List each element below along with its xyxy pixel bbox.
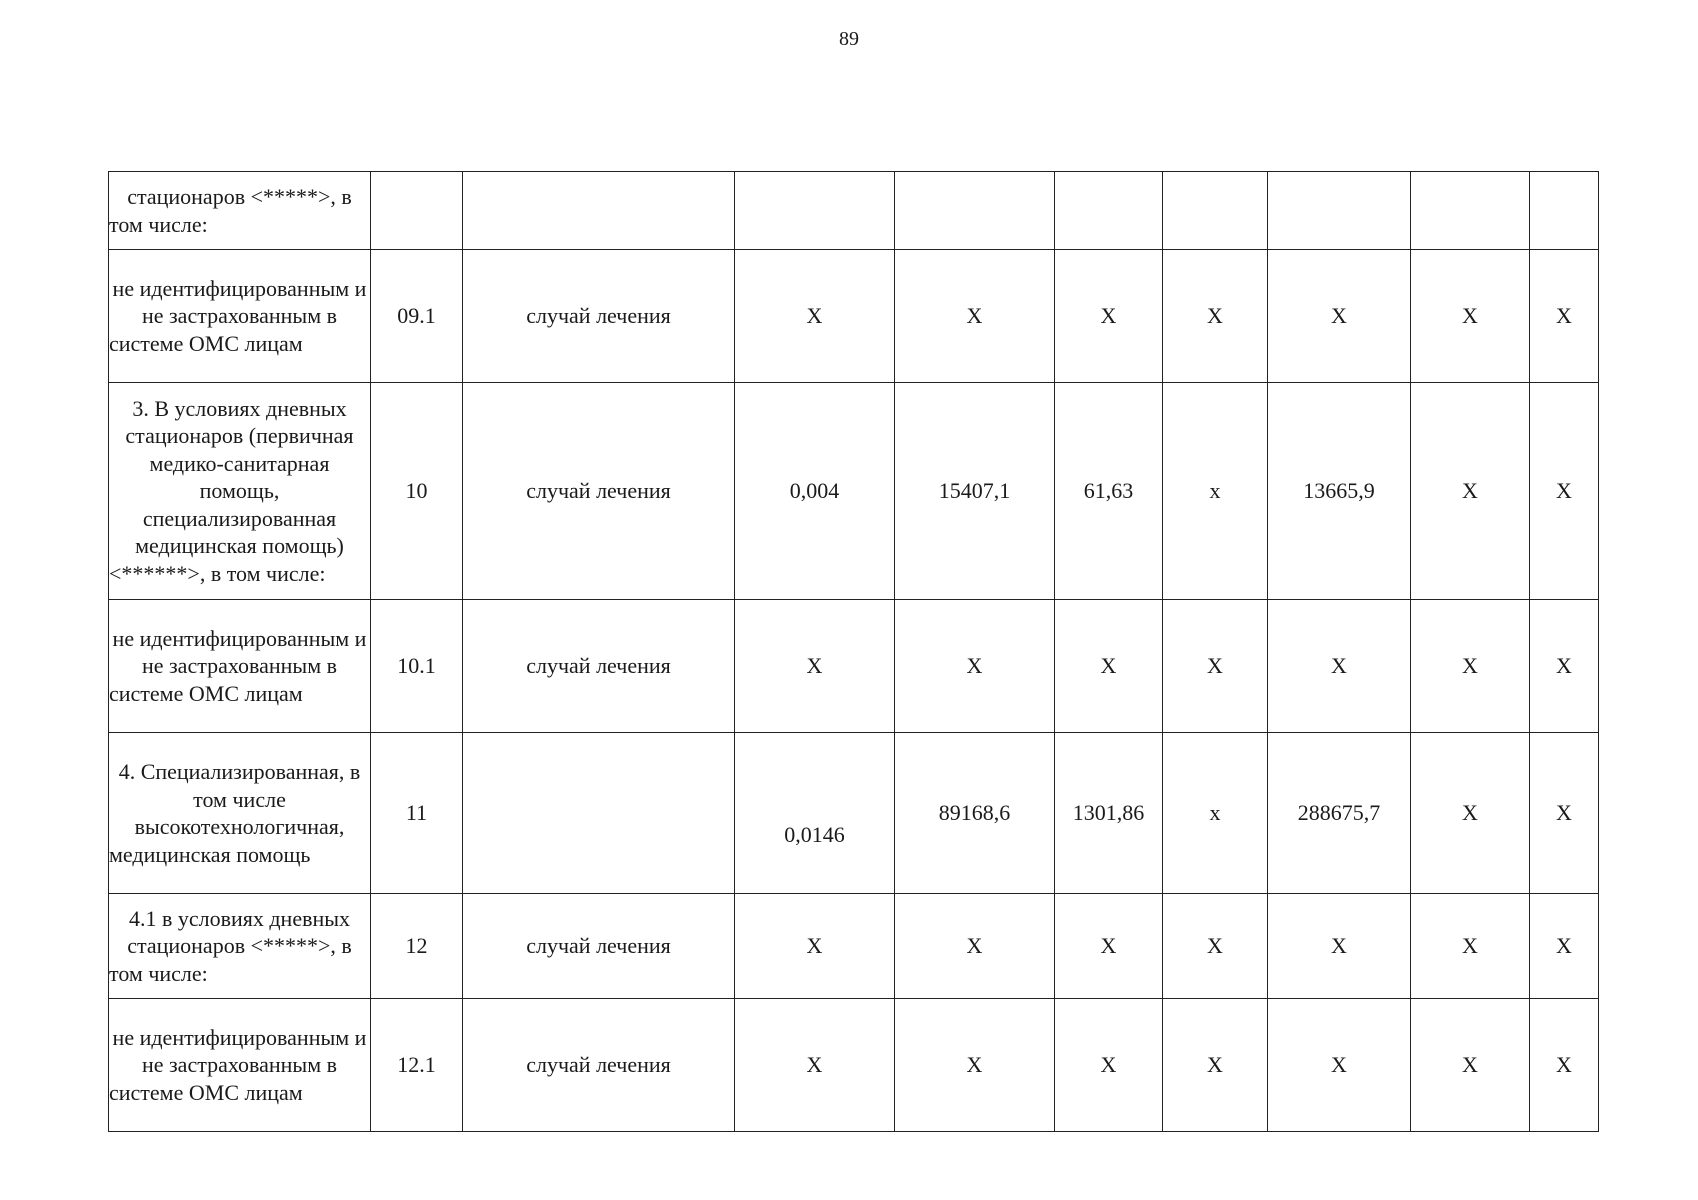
cell-value: X [1055,894,1163,999]
cell-value: 0,004 [735,383,895,600]
table-row [109,383,1599,600]
cell-value: 0,0146 [735,733,895,894]
data-table [108,171,1599,1132]
cell-value: X [1530,600,1599,733]
row-description: не идентифицированным и не застрахованным в системе ОМС лицам [109,999,371,1132]
table-row [109,894,1599,999]
row-number: 12.1 [371,999,463,1132]
cell-value: X [895,250,1055,383]
row-number: 09.1 [371,250,463,383]
cell-value: X [1411,733,1530,894]
cell-value: X [1268,999,1411,1132]
cell-value: X [735,250,895,383]
cell-value: X [1163,250,1268,383]
page-number: 89 [839,28,859,50]
cell-value: x [1163,383,1268,600]
row-description: не идентифицированным и не застрахованным в системе ОМС лицам [109,600,371,733]
table-row [109,999,1599,1132]
row-number: 12 [371,894,463,999]
row-description: 3. В условиях дневных стационаров (первичная медико-санитарная помощь, специализированная медицинская помощь) <******>, в том числе: [109,383,371,600]
cell-value [1530,172,1599,250]
cell-value [895,172,1055,250]
row-unit [463,172,735,250]
cell-value: X [1268,250,1411,383]
cell-value: X [1411,999,1530,1132]
cell-value: X [1530,733,1599,894]
cell-value: X [1411,600,1530,733]
cell-value: X [1268,894,1411,999]
cell-value: X [1411,383,1530,600]
cell-value [1163,172,1268,250]
row-unit: случай лечения [463,999,735,1132]
row-description: 4. Специализированная, в том числе высокотехнологичная, медицинская помощь [109,733,371,894]
cell-value: X [1530,250,1599,383]
row-number [371,172,463,250]
row-description: стационаров <*****>, в том числе: [109,172,371,250]
cell-value [1055,172,1163,250]
cell-value: X [1055,600,1163,733]
cell-value [1268,172,1411,250]
row-description: не идентифицированным и не застрахованным в системе ОМС лицам [109,250,371,383]
cell-value: X [735,894,895,999]
cell-value: X [1411,894,1530,999]
cell-value: X [1530,383,1599,600]
cell-value: X [1163,999,1268,1132]
row-unit: случай лечения [463,894,735,999]
table-row [109,733,1599,894]
cell-value: 15407,1 [895,383,1055,600]
cell-value: 288675,7 [1268,733,1411,894]
cell-value: X [1055,250,1163,383]
cell-value: X [1411,250,1530,383]
row-unit: случай лечения [463,383,735,600]
cell-value: X [1268,600,1411,733]
cell-value: 61,63 [1055,383,1163,600]
row-unit: случай лечения [463,250,735,383]
cell-value: X [1530,894,1599,999]
cell-value: X [735,999,895,1132]
cell-value: X [895,999,1055,1132]
row-number: 10 [371,383,463,600]
cell-value: 13665,9 [1268,383,1411,600]
cell-value: X [895,600,1055,733]
cell-value: x [1163,733,1268,894]
row-number: 11 [371,733,463,894]
cell-value: X [1055,999,1163,1132]
cell-value: X [895,894,1055,999]
row-unit: случай лечения [463,600,735,733]
row-description: 4.1 в условиях дневных стационаров <*****>, в том числе: [109,894,371,999]
cell-value: 89168,6 [895,733,1055,894]
cell-value: X [1530,999,1599,1132]
cell-value: X [735,600,895,733]
cell-value: X [1163,600,1268,733]
cell-value [1411,172,1530,250]
row-number: 10.1 [371,600,463,733]
table-row [109,250,1599,383]
cell-value: 1301,86 [1055,733,1163,894]
cell-value [735,172,895,250]
cell-value: X [1163,894,1268,999]
table-row [109,172,1599,250]
table-row [109,600,1599,733]
row-unit [463,733,735,894]
